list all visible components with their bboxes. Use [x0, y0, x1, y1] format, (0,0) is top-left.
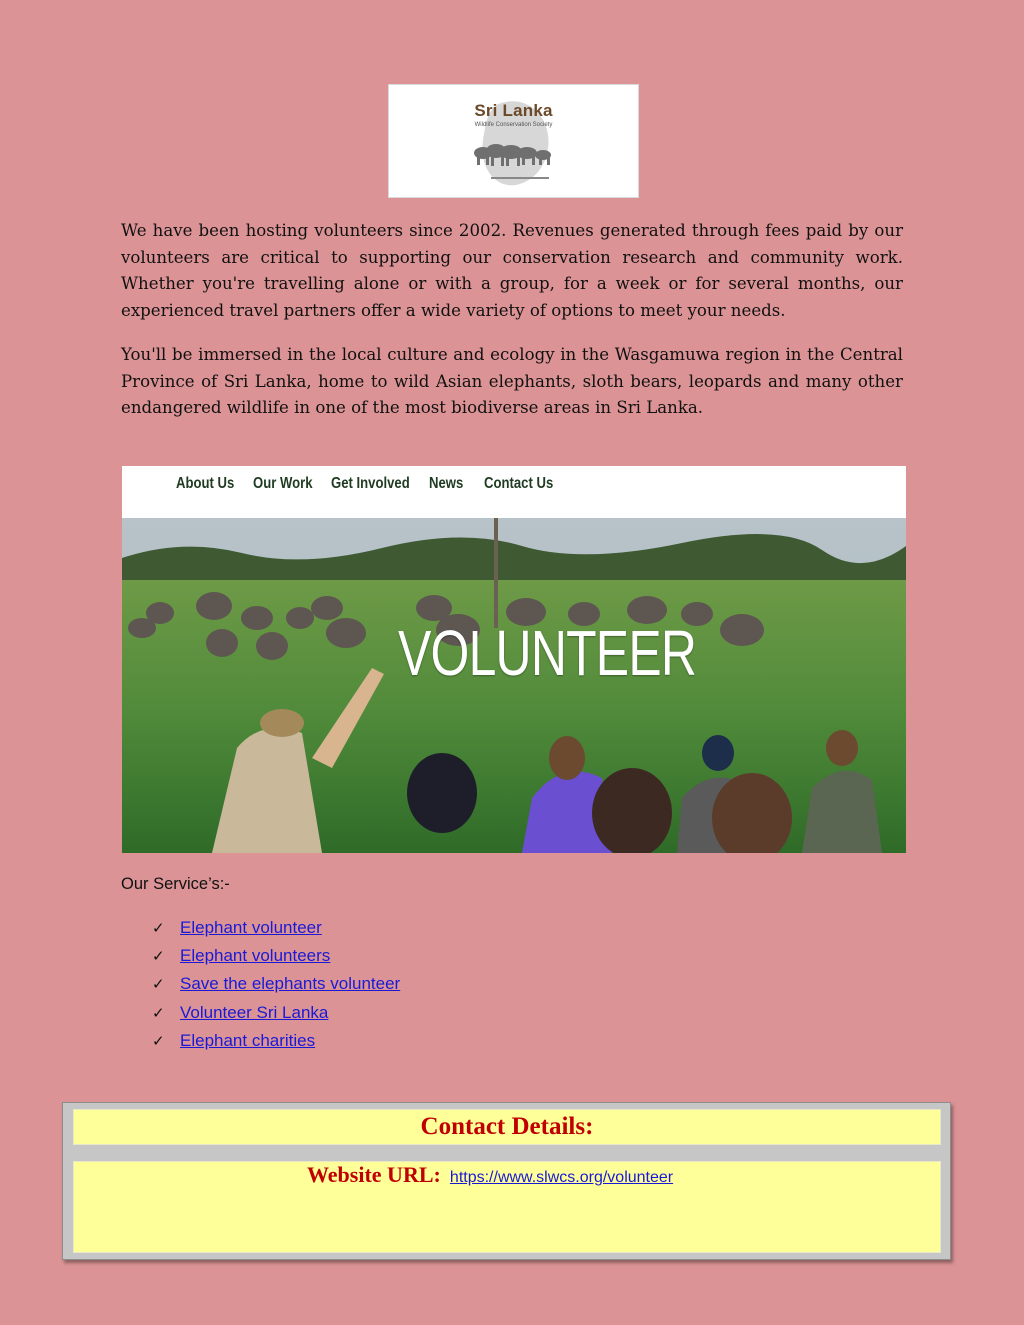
list-item [152, 974, 400, 1002]
service-link-save-the-elephants[interactable]: Save the elephants volunteer [180, 974, 401, 994]
check-mark-icon: ✓ [152, 919, 165, 937]
banner-title: VOLUNTEER [398, 617, 697, 689]
nav-our-work[interactable]: Our Work [253, 475, 313, 492]
location-paragraph: You'll be immersed in the local culture and ecology in the Wasgamuwa region in the Central Province of Sri Lanka, home to wild Asian elephants, sloth bears, leopards and many other endangered wildlife in one of the most biodiverse areas in Sri Lanka. [121, 345, 903, 417]
nav-about-us[interactable]: About Us [176, 475, 235, 492]
contact-details-box [62, 1102, 951, 1260]
banner-nav [122, 466, 906, 518]
logo-title: Sri Lanka [474, 101, 553, 120]
services-list [152, 918, 400, 1059]
services-heading: Our Service’s:- [121, 875, 230, 893]
nav-news[interactable]: News [429, 475, 464, 492]
check-mark-icon: ✓ [152, 947, 165, 966]
contact-body [73, 1161, 941, 1253]
service-link-elephant-charities[interactable]: Elephant charities [180, 1030, 316, 1050]
website-url-label: Website URL: [307, 1162, 441, 1187]
list-item [152, 918, 400, 946]
volunteer-banner [122, 466, 906, 853]
logo-subtitle: Wildlife Conservation Society [474, 122, 553, 128]
list-item [152, 946, 400, 974]
check-mark-icon: ✓ [152, 1031, 165, 1050]
service-link-elephant-volunteer[interactable]: Elephant volunteer [180, 918, 322, 937]
service-link-volunteer-sri-lanka[interactable]: Volunteer Sri Lanka [180, 1002, 329, 1022]
list-item [152, 1003, 400, 1031]
check-mark-icon: ✓ [152, 1003, 165, 1022]
logo [388, 84, 639, 198]
contact-title: Contact Details: [420, 1113, 594, 1140]
check-mark-icon: ✓ [152, 975, 165, 994]
website-url-link[interactable]: https://www.slwcs.org/volunteer [449, 1169, 674, 1186]
website-url-line [307, 1162, 673, 1188]
service-link-elephant-volunteers[interactable]: Elephant volunteers [180, 946, 331, 966]
contact-header [73, 1109, 941, 1145]
list-item [152, 1031, 400, 1059]
intro-paragraph: We have been hosting volunteers since 2002. Revenues generated through fees paid by our volunteers are critical to supporting our conservation research and community work. Whether you're travelling alone or with a group, for a week or for several months, our experienced travel partners offer a wide variety of options to meet your needs. [121, 221, 903, 320]
nav-contact-us[interactable]: Contact Us [484, 475, 554, 492]
nav-get-involved[interactable]: Get Involved [331, 475, 410, 492]
